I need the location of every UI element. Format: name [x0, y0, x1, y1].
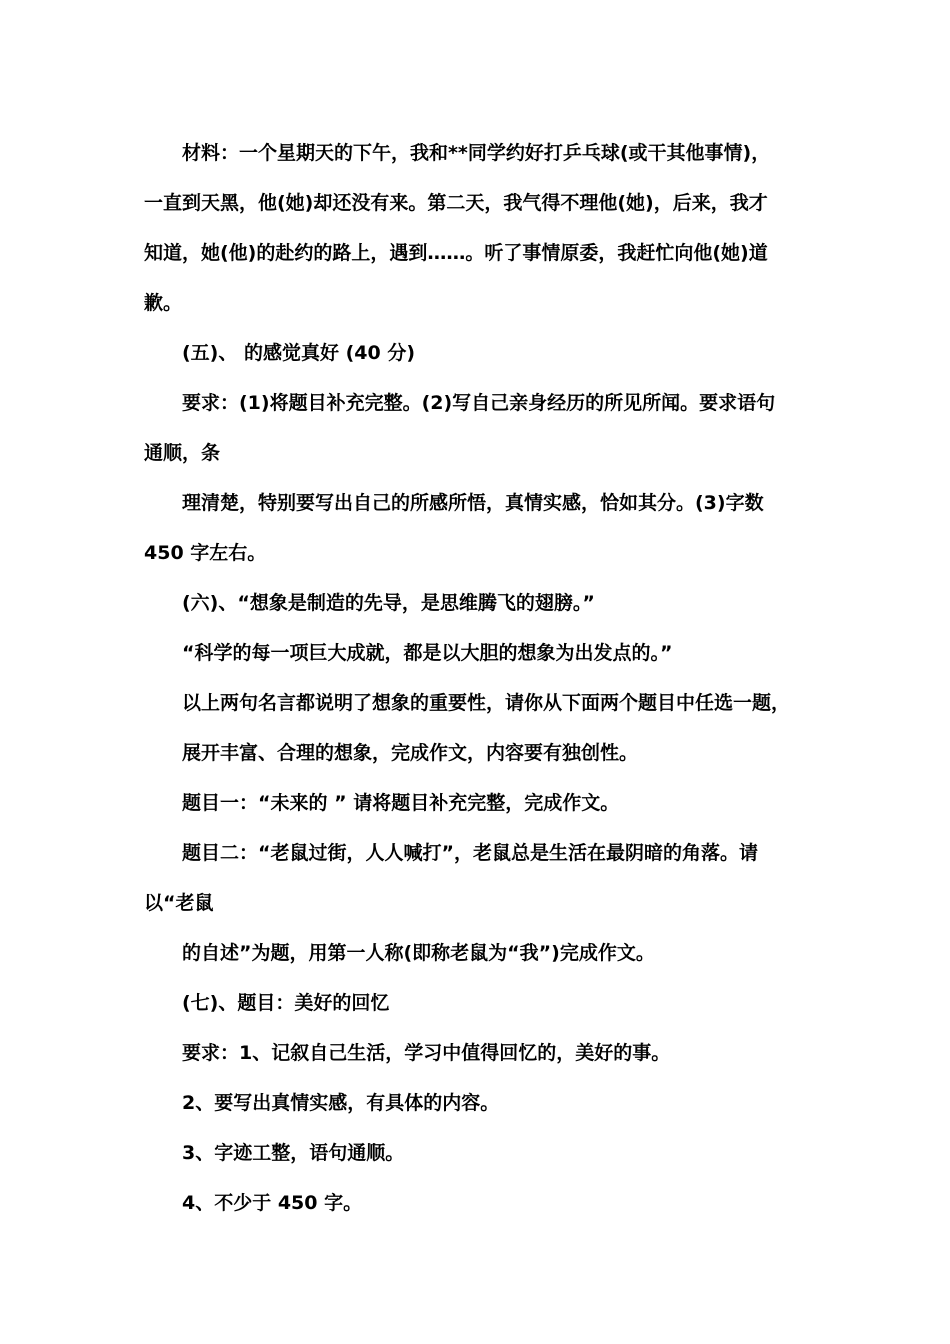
document-body	[144, 128, 796, 1228]
section-seven-requirement-3: 3、字迹工整，语句通顺。	[182, 1142, 405, 1164]
section-six-intro-2: 展开丰富、合理的想象，完成作文，内容要有独创性。	[182, 742, 639, 764]
section-six-intro-1: 以上两句名言都说明了想象的重要性，请你从下面两个题目中任选一题，	[182, 692, 791, 714]
section-six-title: (六)、“想象是制造的先导，是思维腾飞的翅膀。”	[182, 592, 595, 614]
section-five-requirement-3: 理清楚，特别要写出自己的所感所悟，真情实感，恰如其分。(3)字数	[182, 492, 764, 514]
material-line-4: 歉。	[144, 292, 183, 314]
section-six-topic-one: 题目一：“未来的 ” 请将题目补充完整，完成作文。	[182, 792, 620, 814]
material-line-2: 一直到天黑，他(她)却还没有来。第二天，我气得不理他(她)，后来，我才	[144, 192, 768, 214]
section-five-requirement-2: 通顺，条	[144, 442, 221, 464]
section-seven-requirement-4: 4、不少于 450 字。	[182, 1192, 363, 1214]
material-line-1: 材料：一个星期天的下午，我和**同学约好打乒乓球(或干其他事情)，	[182, 142, 771, 164]
section-six-topic-two-1: 题目二：“老鼠过街，人人喊打”，老鼠总是生活在最阴暗的角落。请	[182, 842, 758, 864]
section-six-topic-two-2: 以“老鼠	[144, 892, 214, 914]
section-five-requirement-4: 450 字左右。	[144, 542, 267, 564]
section-five-title: (五)、 的感觉真好 (40 分)	[182, 342, 416, 364]
section-seven-requirement-2: 2、要写出真情实感，有具体的内容。	[182, 1092, 500, 1114]
material-line-3: 知道，她(他)的赴约的路上，遇到……。听了事情原委，我赶忙向他(她)道	[144, 242, 768, 264]
section-seven-title: (七)、题目：美好的回忆	[182, 992, 390, 1014]
section-five-requirement-1: 要求：(1)将题目补充完整。(2)写自己亲身经历的所见所闻。要求语句	[182, 392, 776, 414]
section-six-quote: “科学的每一项巨大成就，都是以大胆的想象为出发点的。”	[182, 642, 673, 664]
section-six-topic-two-3: 的自述”为题，用第一人称(即称老鼠为“我”)完成作文。	[182, 942, 655, 964]
section-seven-requirement-1: 要求：1、记叙自己生活，学习中值得回忆的，美好的事。	[182, 1042, 671, 1064]
